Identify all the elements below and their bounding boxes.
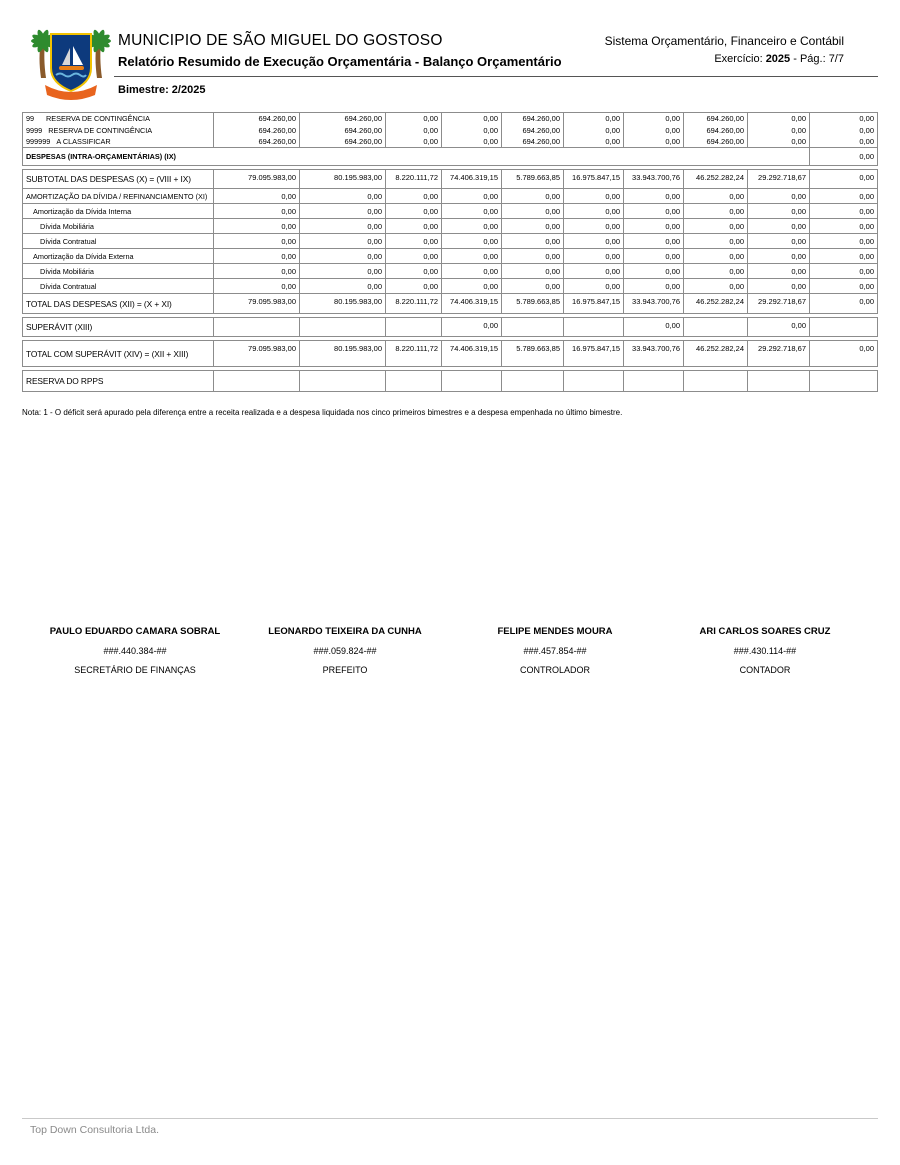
row-label: SUBTOTAL DAS DESPESAS (X) = (VIII + IX) xyxy=(26,174,191,184)
row-value: 0,00 xyxy=(385,234,441,248)
row-value: 0,00 xyxy=(623,204,683,218)
row-value xyxy=(299,371,385,391)
row-value: 0,00 xyxy=(441,113,501,124)
footer-divider xyxy=(22,1118,878,1119)
row-value: 0,00 xyxy=(747,113,809,124)
row-value: 0,00 xyxy=(623,249,683,263)
table-row xyxy=(22,264,878,279)
row-value: 0,00 xyxy=(441,219,501,233)
row-value xyxy=(809,318,877,336)
row-value: 0,00 xyxy=(501,264,563,278)
row-value: 0,00 xyxy=(747,234,809,248)
signature-name: FELIPE MENDES MOURA xyxy=(497,626,613,637)
row-value xyxy=(213,371,299,391)
row-value: 0,00 xyxy=(683,189,747,203)
signature-document: ###.457.854-## xyxy=(523,646,587,656)
table-row xyxy=(22,294,878,314)
row-value: 0,00 xyxy=(683,249,747,263)
row-value: 0,00 xyxy=(501,219,563,233)
signature-document: ###.430.114-## xyxy=(733,646,797,656)
signature-document: ###.440.384-## xyxy=(103,646,167,656)
row-code: 999999 xyxy=(26,137,51,146)
row-value xyxy=(385,318,441,336)
row-value: 0,00 xyxy=(299,234,385,248)
signatures xyxy=(30,626,870,675)
row-value: 0,00 xyxy=(809,219,877,233)
row-value: 0,00 xyxy=(385,136,441,147)
row-value: 0,00 xyxy=(623,264,683,278)
row-value: 0,00 xyxy=(441,189,501,203)
row-value: 694.260,00 xyxy=(501,136,563,147)
row-value: 694.260,00 xyxy=(299,136,385,147)
table-row xyxy=(22,169,878,189)
row-label: 999999 A CLASSIFICAR xyxy=(26,137,111,146)
row-value: 0,00 xyxy=(385,113,441,124)
report-header xyxy=(22,28,878,114)
exercise-line xyxy=(605,53,844,65)
row-value: 0,00 xyxy=(809,136,877,147)
row-value: 80.195.983,00 xyxy=(299,341,385,366)
row-value: 0,00 xyxy=(747,219,809,233)
row-value: 0,00 xyxy=(809,294,877,313)
row-value: 79.095.983,00 xyxy=(213,341,299,366)
signature-role: PREFEITO xyxy=(322,665,368,675)
row-value: 0,00 xyxy=(809,264,877,278)
row-value: 0,00 xyxy=(623,318,683,336)
row-value: 0,00 xyxy=(441,136,501,147)
signature-block xyxy=(30,626,240,675)
footnote: Nota: 1 - O déficit será apurado pela diferença entre a receita realizada e a despesa liquidada nos cinco primeiros bimestres e a despesa empenhada no último bimestre. xyxy=(22,408,623,417)
signature-block xyxy=(450,626,660,675)
table-row xyxy=(22,234,878,249)
row-value: 0,00 xyxy=(299,189,385,203)
row-value: 80.195.983,00 xyxy=(299,294,385,313)
crest-graphic xyxy=(28,28,114,108)
row-value: 0,00 xyxy=(747,249,809,263)
row-value: 0,00 xyxy=(747,279,809,293)
row-value: 0,00 xyxy=(809,189,877,203)
row-value: 0,00 xyxy=(563,219,623,233)
exercise-label: Exercício: xyxy=(714,53,763,65)
report-title: Relatório Resumido de Execução Orçamentária - Balanço Orçamentário xyxy=(118,54,562,69)
row-value: 0,00 xyxy=(683,264,747,278)
row-value: 0,00 xyxy=(385,124,441,136)
row-value: 694.260,00 xyxy=(299,124,385,136)
row-value xyxy=(501,318,563,336)
row-value: 16.975.847,15 xyxy=(563,294,623,313)
row-value: 0,00 xyxy=(501,204,563,218)
row-value: 0,00 xyxy=(747,189,809,203)
row-value: 0,00 xyxy=(213,264,299,278)
exercise-value: 2025 xyxy=(765,53,791,65)
row-value: 0,00 xyxy=(441,249,501,263)
row-code: 9999 xyxy=(26,125,43,135)
row-value: 0,00 xyxy=(563,279,623,293)
row-value: 29.292.718,67 xyxy=(747,170,809,188)
row-value: 0,00 xyxy=(809,124,877,136)
row-value: 0,00 xyxy=(809,249,877,263)
table-row xyxy=(22,340,878,367)
row-label: Amortização da Dívida Externa xyxy=(33,251,134,261)
bimester-label: Bimestre: 2/2025 xyxy=(118,84,206,96)
row-label: Dívida Mobiliária xyxy=(40,221,94,231)
row-value: 5.789.663,85 xyxy=(501,170,563,188)
row-value: 0,00 xyxy=(683,279,747,293)
row-value: 80.195.983,00 xyxy=(299,170,385,188)
row-value: 0,00 xyxy=(563,189,623,203)
table-row xyxy=(22,148,878,166)
row-value: 0,00 xyxy=(385,279,441,293)
row-value: 0,00 xyxy=(809,113,877,124)
report-table xyxy=(22,112,878,392)
row-value: 0,00 xyxy=(563,234,623,248)
row-value: 0,00 xyxy=(501,234,563,248)
row-value: 46.252.282,24 xyxy=(683,170,747,188)
signature-role: SECRETÁRIO DE FINANÇAS xyxy=(74,665,196,675)
row-label: TOTAL DAS DESPESAS (XII) = (X + XI) xyxy=(26,298,172,309)
row-value: 5.789.663,85 xyxy=(501,294,563,313)
row-label: Dívida Contratual xyxy=(40,236,97,246)
row-value: 0,00 xyxy=(441,234,501,248)
row-value: 29.292.718,67 xyxy=(747,294,809,313)
row-value: 0,00 xyxy=(623,136,683,147)
row-value: 8.220.111,72 xyxy=(385,170,441,188)
row-code: 99 xyxy=(26,114,35,123)
row-value: 0,00 xyxy=(385,249,441,263)
signature-block xyxy=(660,626,870,675)
row-value: 0,00 xyxy=(623,279,683,293)
row-value: 0,00 xyxy=(213,219,299,233)
municipality-crest-icon xyxy=(28,28,114,108)
row-value xyxy=(563,318,623,336)
row-value xyxy=(501,371,563,391)
row-value: 0,00 xyxy=(623,189,683,203)
row-value: 0,00 xyxy=(747,204,809,218)
row-value: 0,00 xyxy=(683,204,747,218)
row-value xyxy=(683,318,747,336)
row-value xyxy=(299,318,385,336)
row-value: 0,00 xyxy=(809,234,877,248)
row-value xyxy=(747,371,809,391)
signature-name: LEONARDO TEIXEIRA DA CUNHA xyxy=(268,626,422,637)
row-value: 0,00 xyxy=(299,264,385,278)
table-row xyxy=(22,249,878,264)
signature-name: ARI CARLOS SOARES CRUZ xyxy=(699,626,831,637)
row-value: 74.406.319,15 xyxy=(441,294,501,313)
table-row xyxy=(22,112,878,124)
row-value: 0,00 xyxy=(441,318,501,336)
row-value: 74.406.319,15 xyxy=(441,341,501,366)
header-divider xyxy=(114,76,878,77)
row-value: 0,00 xyxy=(441,124,501,136)
table-row xyxy=(22,204,878,219)
table-row xyxy=(22,279,878,294)
row-value: 0,00 xyxy=(299,279,385,293)
row-label: AMORTIZAÇÃO DA DÍVIDA / REFINANCIAMENTO (XI) xyxy=(26,191,208,201)
row-value: 0,00 xyxy=(563,113,623,124)
row-value: 33.943.700,76 xyxy=(623,294,683,313)
row-value xyxy=(563,371,623,391)
row-value: 29.292.718,67 xyxy=(747,341,809,366)
row-value: 0,00 xyxy=(809,170,877,188)
row-value: 0,00 xyxy=(385,264,441,278)
row-value: 0,00 xyxy=(441,264,501,278)
row-value: 16.975.847,15 xyxy=(563,170,623,188)
row-value: 694.260,00 xyxy=(213,124,299,136)
row-value: 694.260,00 xyxy=(501,113,563,124)
row-value: 0,00 xyxy=(563,249,623,263)
row-value: 46.252.282,24 xyxy=(683,341,747,366)
table-row xyxy=(22,136,878,148)
signature-document: ###.059.824-## xyxy=(313,646,377,656)
row-label: TOTAL COM SUPERÁVIT (XIV) = (XII + XIII) xyxy=(26,348,189,359)
row-value: 0,00 xyxy=(441,279,501,293)
row-value: 5.789.663,85 xyxy=(501,341,563,366)
page-indicator: - Pág.: 7/7 xyxy=(793,53,844,65)
table-row xyxy=(22,370,878,392)
row-value: 0,00 xyxy=(623,219,683,233)
row-label: SUPERÁVIT (XIII) xyxy=(26,322,93,332)
row-value: 0,00 xyxy=(299,204,385,218)
row-value: 8.220.111,72 xyxy=(385,294,441,313)
signature-role: CONTADOR xyxy=(739,665,791,675)
signature-role: CONTROLADOR xyxy=(519,665,590,675)
row-value: 0,00 xyxy=(501,279,563,293)
row-label: 9999 RESERVA DE CONTINGÊNCIA xyxy=(26,125,153,135)
signature-block xyxy=(240,626,450,675)
row-label: Dívida Mobiliária xyxy=(40,266,94,276)
table-row xyxy=(22,219,878,234)
row-label: Amortização da Dívida Interna xyxy=(33,206,132,216)
row-value: 694.260,00 xyxy=(299,113,385,124)
row-value xyxy=(809,371,877,391)
row-value: 33.943.700,76 xyxy=(623,341,683,366)
row-value: 0,00 xyxy=(809,204,877,218)
row-value: 0,00 xyxy=(213,234,299,248)
row-value: 33.943.700,76 xyxy=(623,170,683,188)
row-value: 0,00 xyxy=(385,219,441,233)
row-value: 0,00 xyxy=(299,249,385,263)
municipality-name: MUNICIPIO DE SÃO MIGUEL DO GOSTOSO xyxy=(118,32,443,49)
footer-company: Top Down Consultoria Ltda. xyxy=(30,1124,159,1136)
row-value: 0,00 xyxy=(809,148,877,165)
row-value: 0,00 xyxy=(385,204,441,218)
system-name: Sistema Orçamentário, Financeiro e Contábil xyxy=(604,34,844,48)
row-value: 694.260,00 xyxy=(683,113,747,124)
row-value xyxy=(623,371,683,391)
row-value: 0,00 xyxy=(809,279,877,293)
row-value: 0,00 xyxy=(563,124,623,136)
row-value: 0,00 xyxy=(213,249,299,263)
row-value: 0,00 xyxy=(501,249,563,263)
row-value: 0,00 xyxy=(299,219,385,233)
row-value: 694.260,00 xyxy=(213,136,299,147)
row-value: 0,00 xyxy=(683,234,747,248)
row-value xyxy=(441,371,501,391)
row-label: DESPESAS (INTRA-ORÇAMENTÁRIAS) (IX) xyxy=(26,152,176,161)
row-label: 99 RESERVA DE CONTINGÊNCIA xyxy=(26,114,150,123)
row-value: 0,00 xyxy=(809,341,877,366)
row-label: Dívida Contratual xyxy=(40,281,97,291)
row-value: 0,00 xyxy=(563,264,623,278)
row-value: 694.260,00 xyxy=(213,113,299,124)
row-value: 46.252.282,24 xyxy=(683,294,747,313)
row-value: 0,00 xyxy=(213,279,299,293)
row-value: 8.220.111,72 xyxy=(385,341,441,366)
table-row xyxy=(22,124,878,136)
row-value: 0,00 xyxy=(623,124,683,136)
row-value: 694.260,00 xyxy=(683,136,747,147)
row-value: 0,00 xyxy=(501,189,563,203)
row-value: 0,00 xyxy=(213,189,299,203)
row-value: 79.095.983,00 xyxy=(213,170,299,188)
row-value: 0,00 xyxy=(385,189,441,203)
row-value: 0,00 xyxy=(747,124,809,136)
table-row xyxy=(22,317,878,337)
row-value: 0,00 xyxy=(683,219,747,233)
row-value: 74.406.319,15 xyxy=(441,170,501,188)
row-value: 0,00 xyxy=(441,204,501,218)
row-value: 694.260,00 xyxy=(501,124,563,136)
row-value: 0,00 xyxy=(623,234,683,248)
row-value: 0,00 xyxy=(747,264,809,278)
row-value xyxy=(213,318,299,336)
row-value: 694.260,00 xyxy=(683,124,747,136)
row-value xyxy=(385,371,441,391)
row-value: 16.975.847,15 xyxy=(563,341,623,366)
row-value: 0,00 xyxy=(747,318,809,336)
row-label: RESERVA DO RPPS xyxy=(26,376,104,386)
row-value: 79.095.983,00 xyxy=(213,294,299,313)
row-value: 0,00 xyxy=(563,204,623,218)
row-value: 0,00 xyxy=(623,113,683,124)
row-value: 0,00 xyxy=(213,204,299,218)
row-value: 0,00 xyxy=(747,136,809,147)
table-row xyxy=(22,189,878,204)
row-value: 0,00 xyxy=(563,136,623,147)
row-value xyxy=(683,371,747,391)
signature-name: PAULO EDUARDO CAMARA SOBRAL xyxy=(49,626,221,637)
